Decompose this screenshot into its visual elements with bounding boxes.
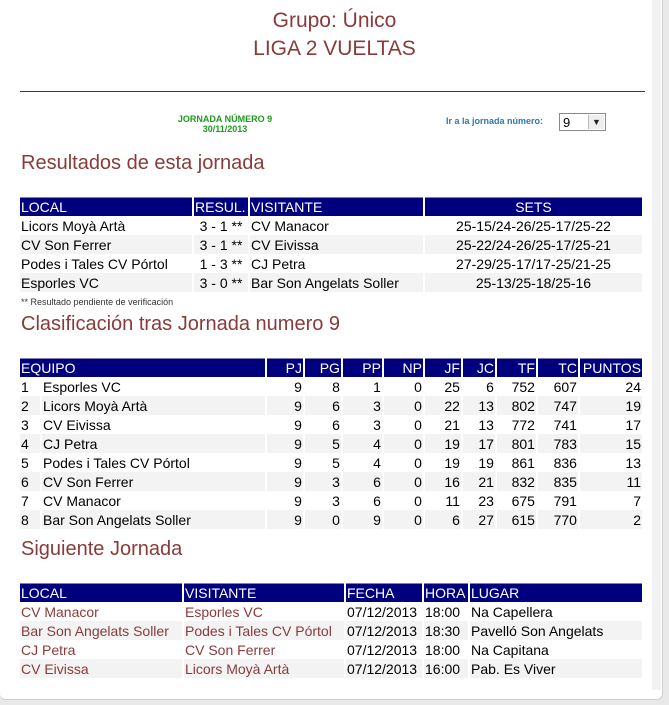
points: 24 [580,377,642,396]
team-name: Licors Moyà Artà [42,396,265,415]
pp: 3 [343,396,382,415]
table-row [20,621,642,640]
np: 0 [384,396,423,415]
tf: 801 [497,434,536,453]
match-time: 18:30 [424,621,468,640]
position: 6 [20,472,40,491]
tf: 615 [497,510,536,529]
sets: 25-15/24-26/25-17/25-22 [425,216,642,235]
position: 2 [20,396,40,415]
table-row [20,491,642,510]
pj: 9 [267,453,303,472]
match-date: 07/12/2013 [346,602,422,621]
points: 2 [580,510,642,529]
position: 3 [20,415,40,434]
table-row [20,453,642,472]
result: 3 - 1 ** [194,216,248,235]
pj: 9 [267,415,303,434]
local-team: CV Son Ferrer [20,235,192,254]
league-title: LIGA 2 VUELTAS [253,37,416,60]
result: 1 - 3 ** [194,254,248,273]
points: 11 [580,472,642,491]
jf: 25 [425,377,461,396]
jf: 6 [425,510,461,529]
np: 0 [384,377,423,396]
tf: 832 [497,472,536,491]
visitor-team-link[interactable]: Podes i Tales CV Pórtol [184,621,344,640]
table-row [20,216,642,235]
col-pj: PJ [267,358,303,377]
jornada-select-value: 9 [563,115,571,130]
visitor-team-link[interactable]: Licors Moyà Artà [184,659,344,678]
pj: 9 [267,510,303,529]
tc: 836 [538,453,578,472]
pg: 6 [305,415,341,434]
visitor-team: CV Eivissa [250,235,423,254]
table-row [20,377,642,396]
local-team: Licors Moyà Artà [20,216,192,235]
np: 0 [384,453,423,472]
scrollbar-track[interactable] [652,0,661,690]
position: 7 [20,491,40,510]
table-row [20,273,642,292]
pg: 6 [305,396,341,415]
next-round-table [18,583,644,678]
results-table [18,197,644,292]
col-points: PUNTOS [580,358,642,377]
chevron-down-icon[interactable]: ▼ [588,115,604,129]
tc: 835 [538,472,578,491]
match-date: 07/12/2013 [346,659,422,678]
local-team-link[interactable]: Bar Son Angelats Soller [20,621,182,640]
jf: 21 [425,415,461,434]
tf: 752 [497,377,536,396]
sets: 25-13/25-18/25-16 [425,273,642,292]
tc: 783 [538,434,578,453]
match-time: 16:00 [424,659,468,678]
local-team: Esporles VC [20,273,192,292]
points: 7 [580,491,642,510]
pg: 3 [305,472,341,491]
jornada-select[interactable] [559,113,606,131]
pp: 6 [343,491,382,510]
col-result: RESUL. [194,197,248,216]
points: 15 [580,434,642,453]
visitor-team: CJ Petra [250,254,423,273]
tf: 675 [497,491,536,510]
pg: 5 [305,453,341,472]
results-title: Resultados de esta jornada [21,152,265,174]
jornada-date: 30/11/2013 [202,124,248,134]
pp: 9 [343,510,382,529]
sets: 27-29/25-17/17-25/21-25 [425,254,642,273]
table-row [20,396,642,415]
pp: 4 [343,453,382,472]
standings-table [18,358,644,529]
jc: 17 [463,434,495,453]
pp: 3 [343,415,382,434]
local-team-link[interactable]: CJ Petra [20,640,182,659]
team-name: Bar Son Angelats Soller [42,510,265,529]
position: 8 [20,510,40,529]
visitor-team-link[interactable]: CV Son Ferrer [184,640,344,659]
jf: 19 [425,434,461,453]
match-place: Na Capellera [470,602,642,621]
match-date: 07/12/2013 [346,621,422,640]
next-round-title: Siguiente Jornada [21,538,183,560]
table-row [20,415,642,434]
table-row [20,602,642,621]
position: 4 [20,434,40,453]
standings-title: Clasificación tras Jornada numero 9 [21,313,341,335]
tc: 747 [538,396,578,415]
result: 3 - 0 ** [194,273,248,292]
tf: 861 [497,453,536,472]
match-place: Pavelló Son Angelats [470,621,642,640]
match-time: 18:00 [424,602,468,621]
jc: 13 [463,415,495,434]
pj: 9 [267,396,303,415]
local-team: Podes i Tales CV Pórtol [20,254,192,273]
match-place: Pab. Es Viver [470,659,642,678]
team-name: CV Eivissa [42,415,265,434]
pg: 8 [305,377,341,396]
verification-note: ** Resultado pendiente de verificación [21,297,174,307]
position: 1 [20,377,40,396]
visitor-team: CV Manacor [250,216,423,235]
team-name: CV Son Ferrer [42,472,265,491]
divider [20,91,645,92]
pp: 1 [343,377,382,396]
table-row [20,510,642,529]
pg: 0 [305,510,341,529]
jornada-label: JORNADA NÚMERO 9 [177,114,273,124]
col-place: LUGAR [470,583,642,602]
col-team: EQUIPO [20,358,265,377]
col-np: NP [384,358,423,377]
pp: 6 [343,472,382,491]
jc: 27 [463,510,495,529]
jf: 11 [425,491,461,510]
tc: 741 [538,415,578,434]
team-name: Podes i Tales CV Pórtol [42,453,265,472]
pg: 5 [305,434,341,453]
np: 0 [384,510,423,529]
np: 0 [384,415,423,434]
jc: 23 [463,491,495,510]
jornada-info [150,114,300,134]
table-row [20,434,642,453]
tc: 770 [538,510,578,529]
group-title: Grupo: Único [272,9,397,32]
points: 13 [580,453,642,472]
col-tc: TC [538,358,578,377]
team-name: Esporles VC [42,377,265,396]
match-place: Na Capitana [470,640,642,659]
local-team-link[interactable]: CV Eivissa [20,659,182,678]
pp: 4 [343,434,382,453]
col-visitor: VISITANTE [184,583,344,602]
tc: 791 [538,491,578,510]
col-local: LOCAL [20,583,182,602]
result: 3 - 1 ** [194,235,248,254]
col-local: LOCAL [20,197,192,216]
sets: 25-22/24-26/25-17/25-21 [425,235,642,254]
np: 0 [384,472,423,491]
pj: 9 [267,377,303,396]
np: 0 [384,434,423,453]
col-jf: JF [425,358,461,377]
table-row [20,254,642,273]
jf: 22 [425,396,461,415]
tf: 802 [497,396,536,415]
jf: 16 [425,472,461,491]
position: 5 [20,453,40,472]
col-sets: SETS [425,197,642,216]
col-pp: PP [343,358,382,377]
jf: 19 [425,453,461,472]
table-row [20,659,642,678]
col-pg: PG [305,358,341,377]
visitor-team: Bar Son Angelats Soller [250,273,423,292]
match-time: 18:00 [424,640,468,659]
goto-jornada-label: Ir a la jornada número: [446,116,544,126]
pj: 9 [267,434,303,453]
team-name: CJ Petra [42,434,265,453]
match-date: 07/12/2013 [346,640,422,659]
np: 0 [384,491,423,510]
col-time: HORA [424,583,468,602]
tf: 772 [497,415,536,434]
local-team-link[interactable]: CV Manacor [20,602,182,621]
tc: 607 [538,377,578,396]
col-jc: JC [463,358,495,377]
pj: 9 [267,472,303,491]
col-date: FECHA [346,583,422,602]
points: 19 [580,396,642,415]
team-name: CV Manacor [42,491,265,510]
table-row [20,640,642,659]
pj: 9 [267,491,303,510]
jc: 21 [463,472,495,491]
points: 17 [580,415,642,434]
col-visitor: VISITANTE [250,197,423,216]
visitor-team-link[interactable]: Esporles VC [184,602,344,621]
table-row [20,235,642,254]
pg: 3 [305,491,341,510]
col-tf: TF [497,358,536,377]
table-row [20,472,642,491]
jc: 6 [463,377,495,396]
jc: 19 [463,453,495,472]
jc: 13 [463,396,495,415]
